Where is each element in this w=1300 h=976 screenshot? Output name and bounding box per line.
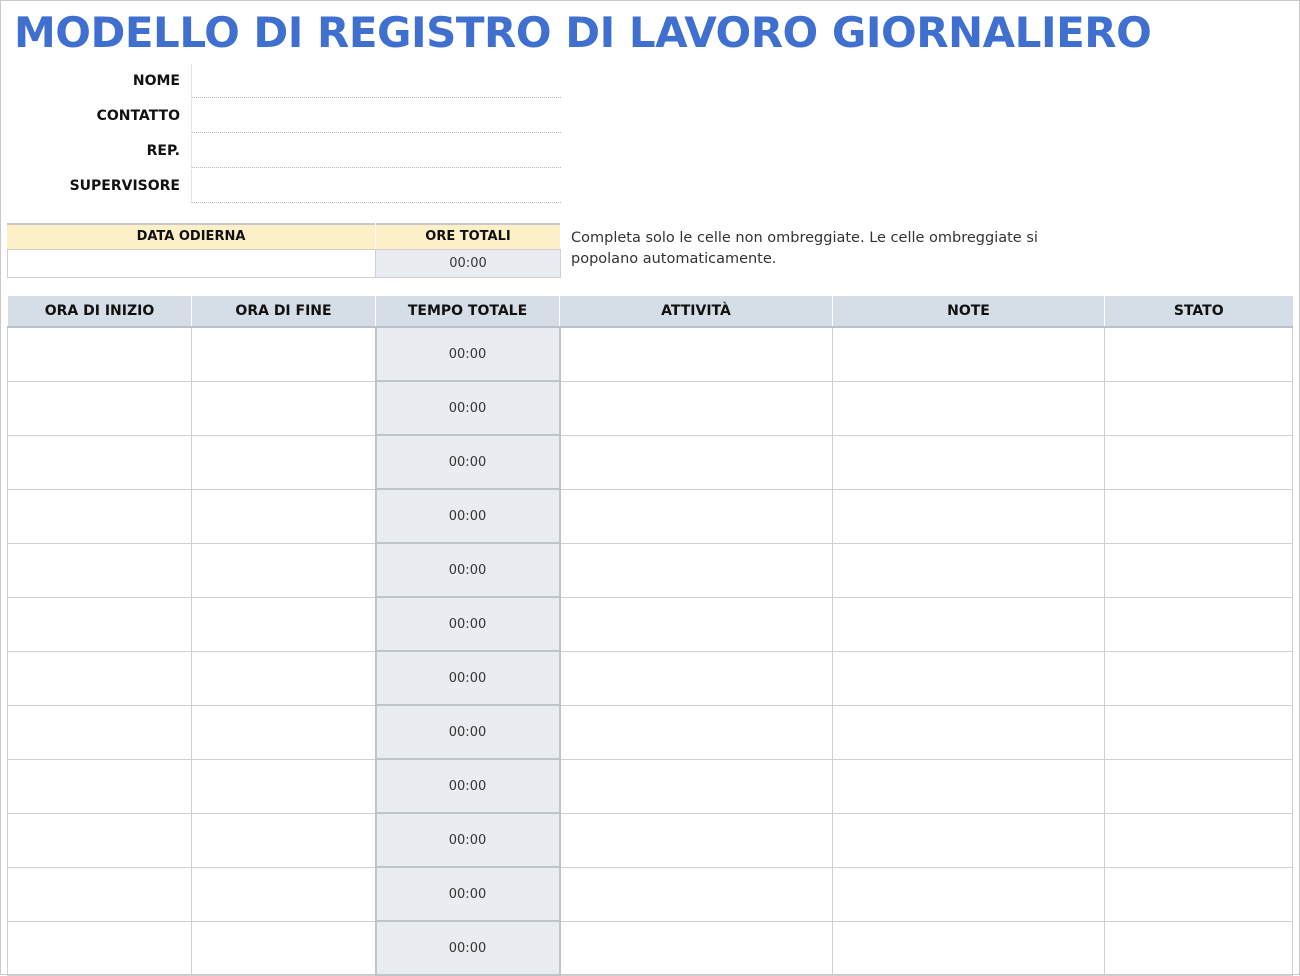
total-hours-value: 00:00 (375, 249, 561, 278)
status-cell[interactable] (1105, 327, 1293, 381)
end-time-cell[interactable] (192, 597, 376, 651)
contact-field[interactable] (191, 99, 561, 133)
col-end-time: ORA DI FINE (192, 296, 376, 327)
total-time-cell: 00:00 (376, 867, 560, 921)
total-time-cell: 00:00 (376, 435, 560, 489)
date-header: DATA ODIERNA (7, 223, 375, 249)
instruction-note: Completa solo le celle non ombreggiate. Le celle ombreggiate si popolano automaticamente. (571, 230, 1038, 267)
end-time-cell[interactable] (192, 543, 376, 597)
total-time-cell: 00:00 (376, 381, 560, 435)
end-time-cell[interactable] (192, 489, 376, 543)
table-row (8, 381, 1293, 435)
start-time-cell[interactable] (8, 759, 192, 813)
status-cell[interactable] (1105, 705, 1293, 759)
page-title: MODELLO DI REGISTRO DI LAVORO GIORNALIERO (14, 8, 1152, 57)
work-log-table (7, 296, 1293, 976)
status-cell[interactable] (1105, 867, 1293, 921)
notes-cell[interactable] (833, 921, 1105, 975)
end-time-cell[interactable] (192, 381, 376, 435)
notes-cell[interactable] (833, 651, 1105, 705)
activity-cell[interactable] (560, 759, 833, 813)
activity-cell[interactable] (560, 705, 833, 759)
status-cell[interactable] (1105, 813, 1293, 867)
start-time-cell[interactable] (8, 651, 192, 705)
end-time-cell[interactable] (192, 759, 376, 813)
start-time-cell[interactable] (8, 435, 192, 489)
status-cell[interactable] (1105, 435, 1293, 489)
activity-cell[interactable] (560, 543, 833, 597)
status-cell[interactable] (1105, 381, 1293, 435)
col-start-time: ORA DI INIZIO (8, 296, 192, 327)
total-time-cell: 00:00 (376, 813, 560, 867)
notes-cell[interactable] (833, 327, 1105, 381)
status-cell[interactable] (1105, 651, 1293, 705)
activity-cell[interactable] (560, 921, 833, 975)
status-cell[interactable] (1105, 921, 1293, 975)
notes-cell[interactable] (833, 543, 1105, 597)
end-time-cell[interactable] (192, 867, 376, 921)
notes-cell[interactable] (833, 435, 1105, 489)
col-total-time: TEMPO TOTALE (376, 296, 560, 327)
table-row (8, 543, 1293, 597)
department-field[interactable] (191, 134, 561, 168)
start-time-cell[interactable] (8, 867, 192, 921)
notes-cell[interactable] (833, 705, 1105, 759)
total-time-cell: 00:00 (376, 489, 560, 543)
supervisor-label: SUPERVISORE (69, 178, 180, 194)
table-header-row (8, 296, 1293, 327)
end-time-cell[interactable] (192, 435, 376, 489)
supervisor-field[interactable] (191, 169, 561, 203)
end-time-cell[interactable] (192, 705, 376, 759)
notes-cell[interactable] (833, 759, 1105, 813)
total-time-cell: 00:00 (376, 921, 560, 975)
total-time-cell: 00:00 (376, 705, 560, 759)
status-cell[interactable] (1105, 597, 1293, 651)
table-row (8, 759, 1293, 813)
total-time-cell: 00:00 (376, 327, 560, 381)
notes-cell[interactable] (833, 597, 1105, 651)
name-field[interactable] (191, 64, 561, 98)
activity-cell[interactable] (560, 435, 833, 489)
activity-cell[interactable] (560, 597, 833, 651)
total-time-cell: 00:00 (376, 543, 560, 597)
table-row (8, 705, 1293, 759)
table-row (8, 651, 1293, 705)
notes-cell[interactable] (833, 813, 1105, 867)
notes-cell[interactable] (833, 489, 1105, 543)
start-time-cell[interactable] (8, 381, 192, 435)
start-time-cell[interactable] (8, 327, 192, 381)
status-cell[interactable] (1105, 489, 1293, 543)
contact-label: CONTATTO (96, 108, 180, 124)
table-row (8, 597, 1293, 651)
total-time-cell: 00:00 (376, 597, 560, 651)
col-status: STATO (1105, 296, 1293, 327)
activity-cell[interactable] (560, 867, 833, 921)
table-row (8, 921, 1293, 975)
start-time-cell[interactable] (8, 543, 192, 597)
activity-cell[interactable] (560, 327, 833, 381)
table-row (8, 813, 1293, 867)
activity-cell[interactable] (560, 651, 833, 705)
end-time-cell[interactable] (192, 327, 376, 381)
date-input[interactable] (7, 249, 376, 278)
col-notes: NOTE (833, 296, 1105, 327)
end-time-cell[interactable] (192, 921, 376, 975)
start-time-cell[interactable] (8, 813, 192, 867)
activity-cell[interactable] (560, 489, 833, 543)
table-row (8, 489, 1293, 543)
activity-cell[interactable] (560, 381, 833, 435)
total-time-cell: 00:00 (376, 759, 560, 813)
end-time-cell[interactable] (192, 651, 376, 705)
activity-cell[interactable] (560, 813, 833, 867)
end-time-cell[interactable] (192, 813, 376, 867)
name-label: NOME (132, 73, 180, 89)
total-time-cell: 00:00 (376, 651, 560, 705)
table-row (8, 435, 1293, 489)
notes-cell[interactable] (833, 381, 1105, 435)
start-time-cell[interactable] (8, 597, 192, 651)
status-cell[interactable] (1105, 759, 1293, 813)
table-row (8, 867, 1293, 921)
table-row (8, 327, 1293, 381)
col-activity: ATTIVITÀ (560, 296, 833, 327)
status-cell[interactable] (1105, 543, 1293, 597)
start-time-cell[interactable] (8, 705, 192, 759)
department-label: REP. (146, 143, 180, 159)
total-hours-header: ORE TOTALI (376, 223, 560, 249)
start-time-cell[interactable] (8, 489, 192, 543)
notes-cell[interactable] (833, 867, 1105, 921)
start-time-cell[interactable] (8, 921, 192, 975)
